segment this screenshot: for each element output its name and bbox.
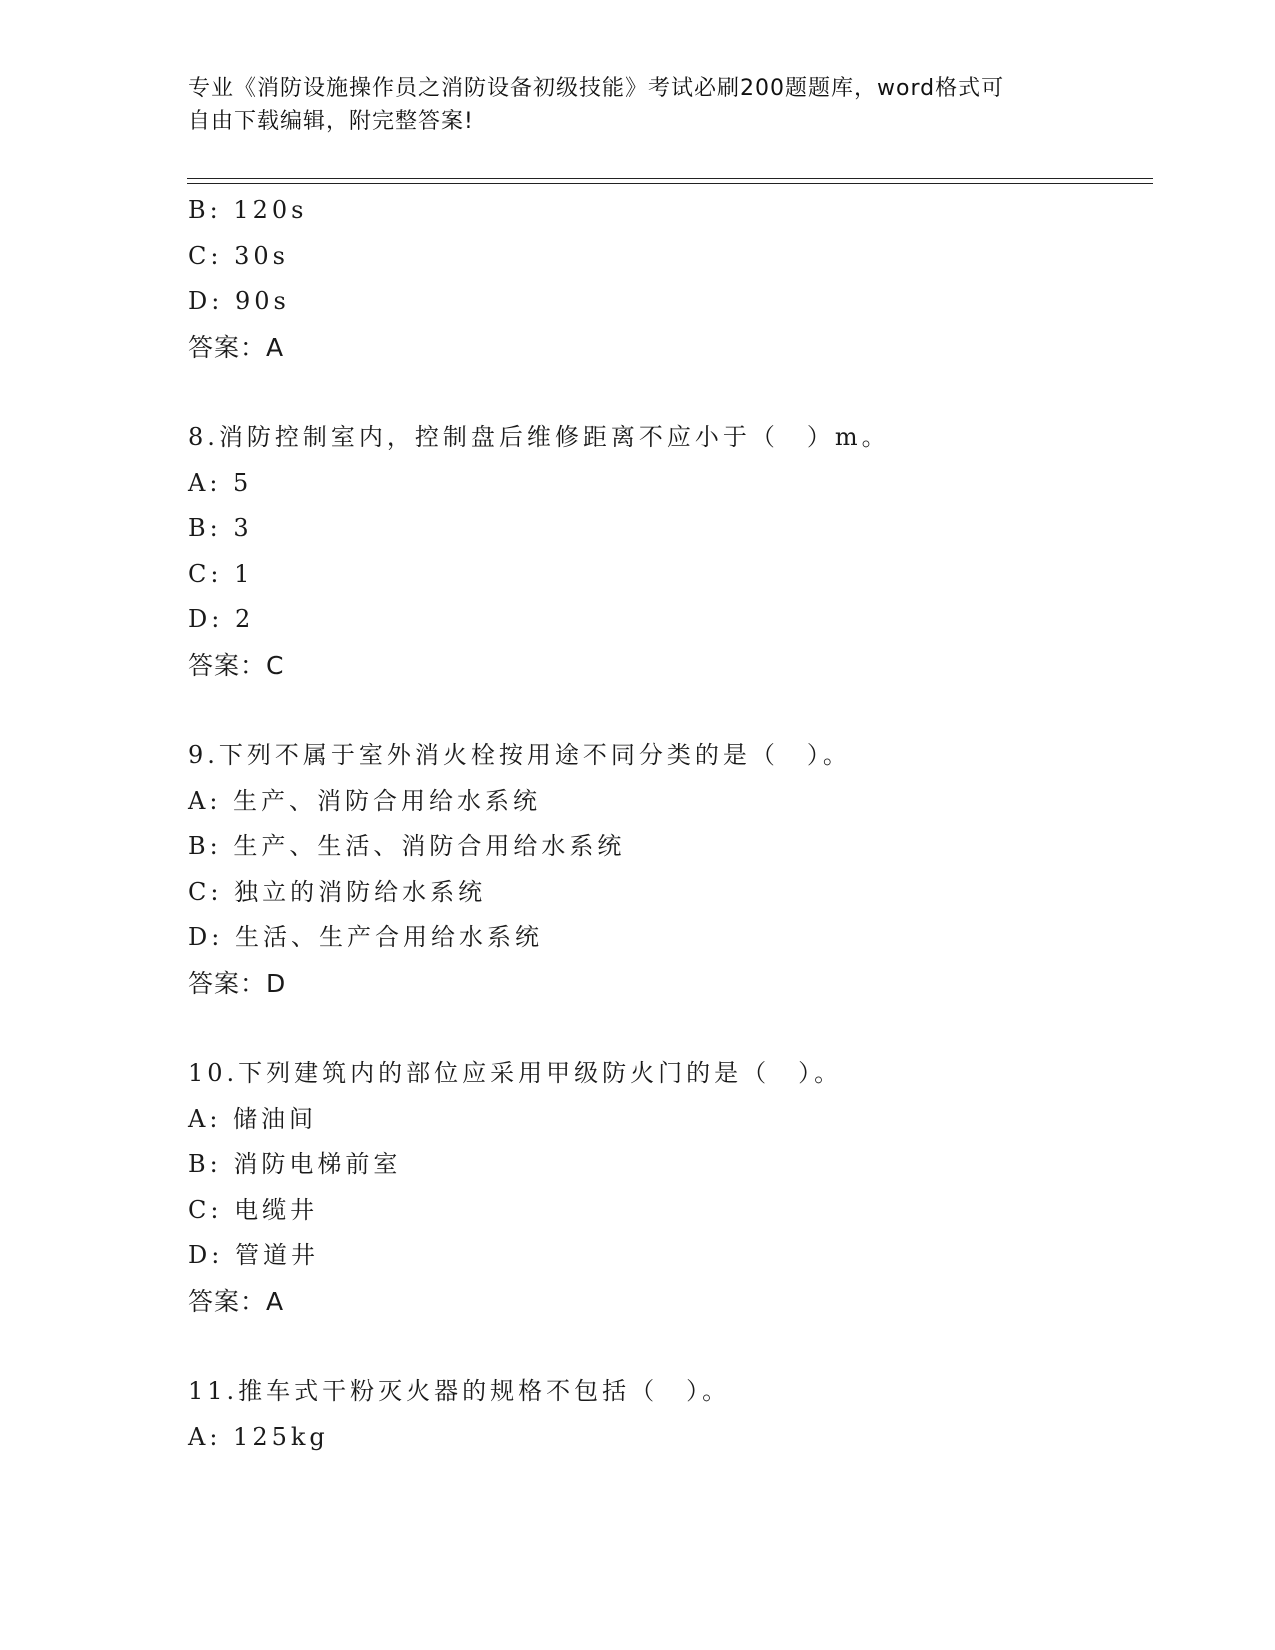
document-header [188, 72, 1088, 138]
header-rule-bottom [187, 183, 1153, 184]
option-a: A: 125kg [188, 1422, 329, 1451]
option-d: D: 2 [188, 605, 255, 633]
option-a: A: 储油间 [188, 1104, 318, 1133]
question-block-prev [188, 188, 1148, 370]
option-b: B: 生产、生活、消防合用给水系统 [188, 832, 626, 860]
answer-line: 答案：A [188, 332, 285, 362]
question-list [188, 188, 1148, 1460]
spacer [188, 370, 1148, 415]
answer-line: 答案：D [188, 968, 287, 998]
question-block-9 [188, 733, 1148, 1006]
header-rule-top [187, 178, 1153, 179]
option-c: C: 1 [188, 559, 254, 588]
option-b: B: 消防电梯前室 [188, 1150, 402, 1178]
option-d: D: 生活、生产合用给水系统 [188, 923, 543, 951]
answer-line: 答案：C [188, 650, 285, 680]
option-b: B: 3 [188, 514, 253, 542]
spacer [188, 1006, 1148, 1051]
option-c: C: 电缆井 [188, 1195, 319, 1224]
option-b: B: 120s [188, 196, 308, 224]
header-line-2: 自由下载编辑，附完整答案! [188, 109, 474, 134]
option-c: C: 独立的消防给水系统 [188, 877, 487, 906]
spacer [188, 1324, 1148, 1369]
question-stem: 9.下列不属于室外消火栓按用途不同分类的是（ ）。 [188, 741, 851, 769]
option-a: A: 5 [188, 468, 253, 497]
option-d: D: 90s [188, 287, 290, 315]
question-stem: 10.下列建筑内的部位应采用甲级防火门的是（ ）。 [188, 1059, 843, 1087]
question-block-10 [188, 1051, 1148, 1324]
spacer [188, 688, 1148, 733]
option-a: A: 生产、消防合用给水系统 [188, 786, 542, 815]
question-block-8 [188, 415, 1148, 688]
option-c: C: 30s [188, 241, 289, 270]
question-block-11 [188, 1369, 1148, 1460]
question-stem: 8.消防控制室内，控制盘后维修距离不应小于（ ）m。 [188, 423, 890, 451]
header-line-1: 专业《消防设施操作员之消防设备初级技能》考试必刷200题题库，word格式可 [188, 76, 1005, 101]
answer-line: 答案：A [188, 1286, 285, 1316]
question-stem: 11.推车式干粉灭火器的规格不包括（ ）。 [188, 1377, 731, 1405]
option-d: D: 管道井 [188, 1241, 319, 1269]
